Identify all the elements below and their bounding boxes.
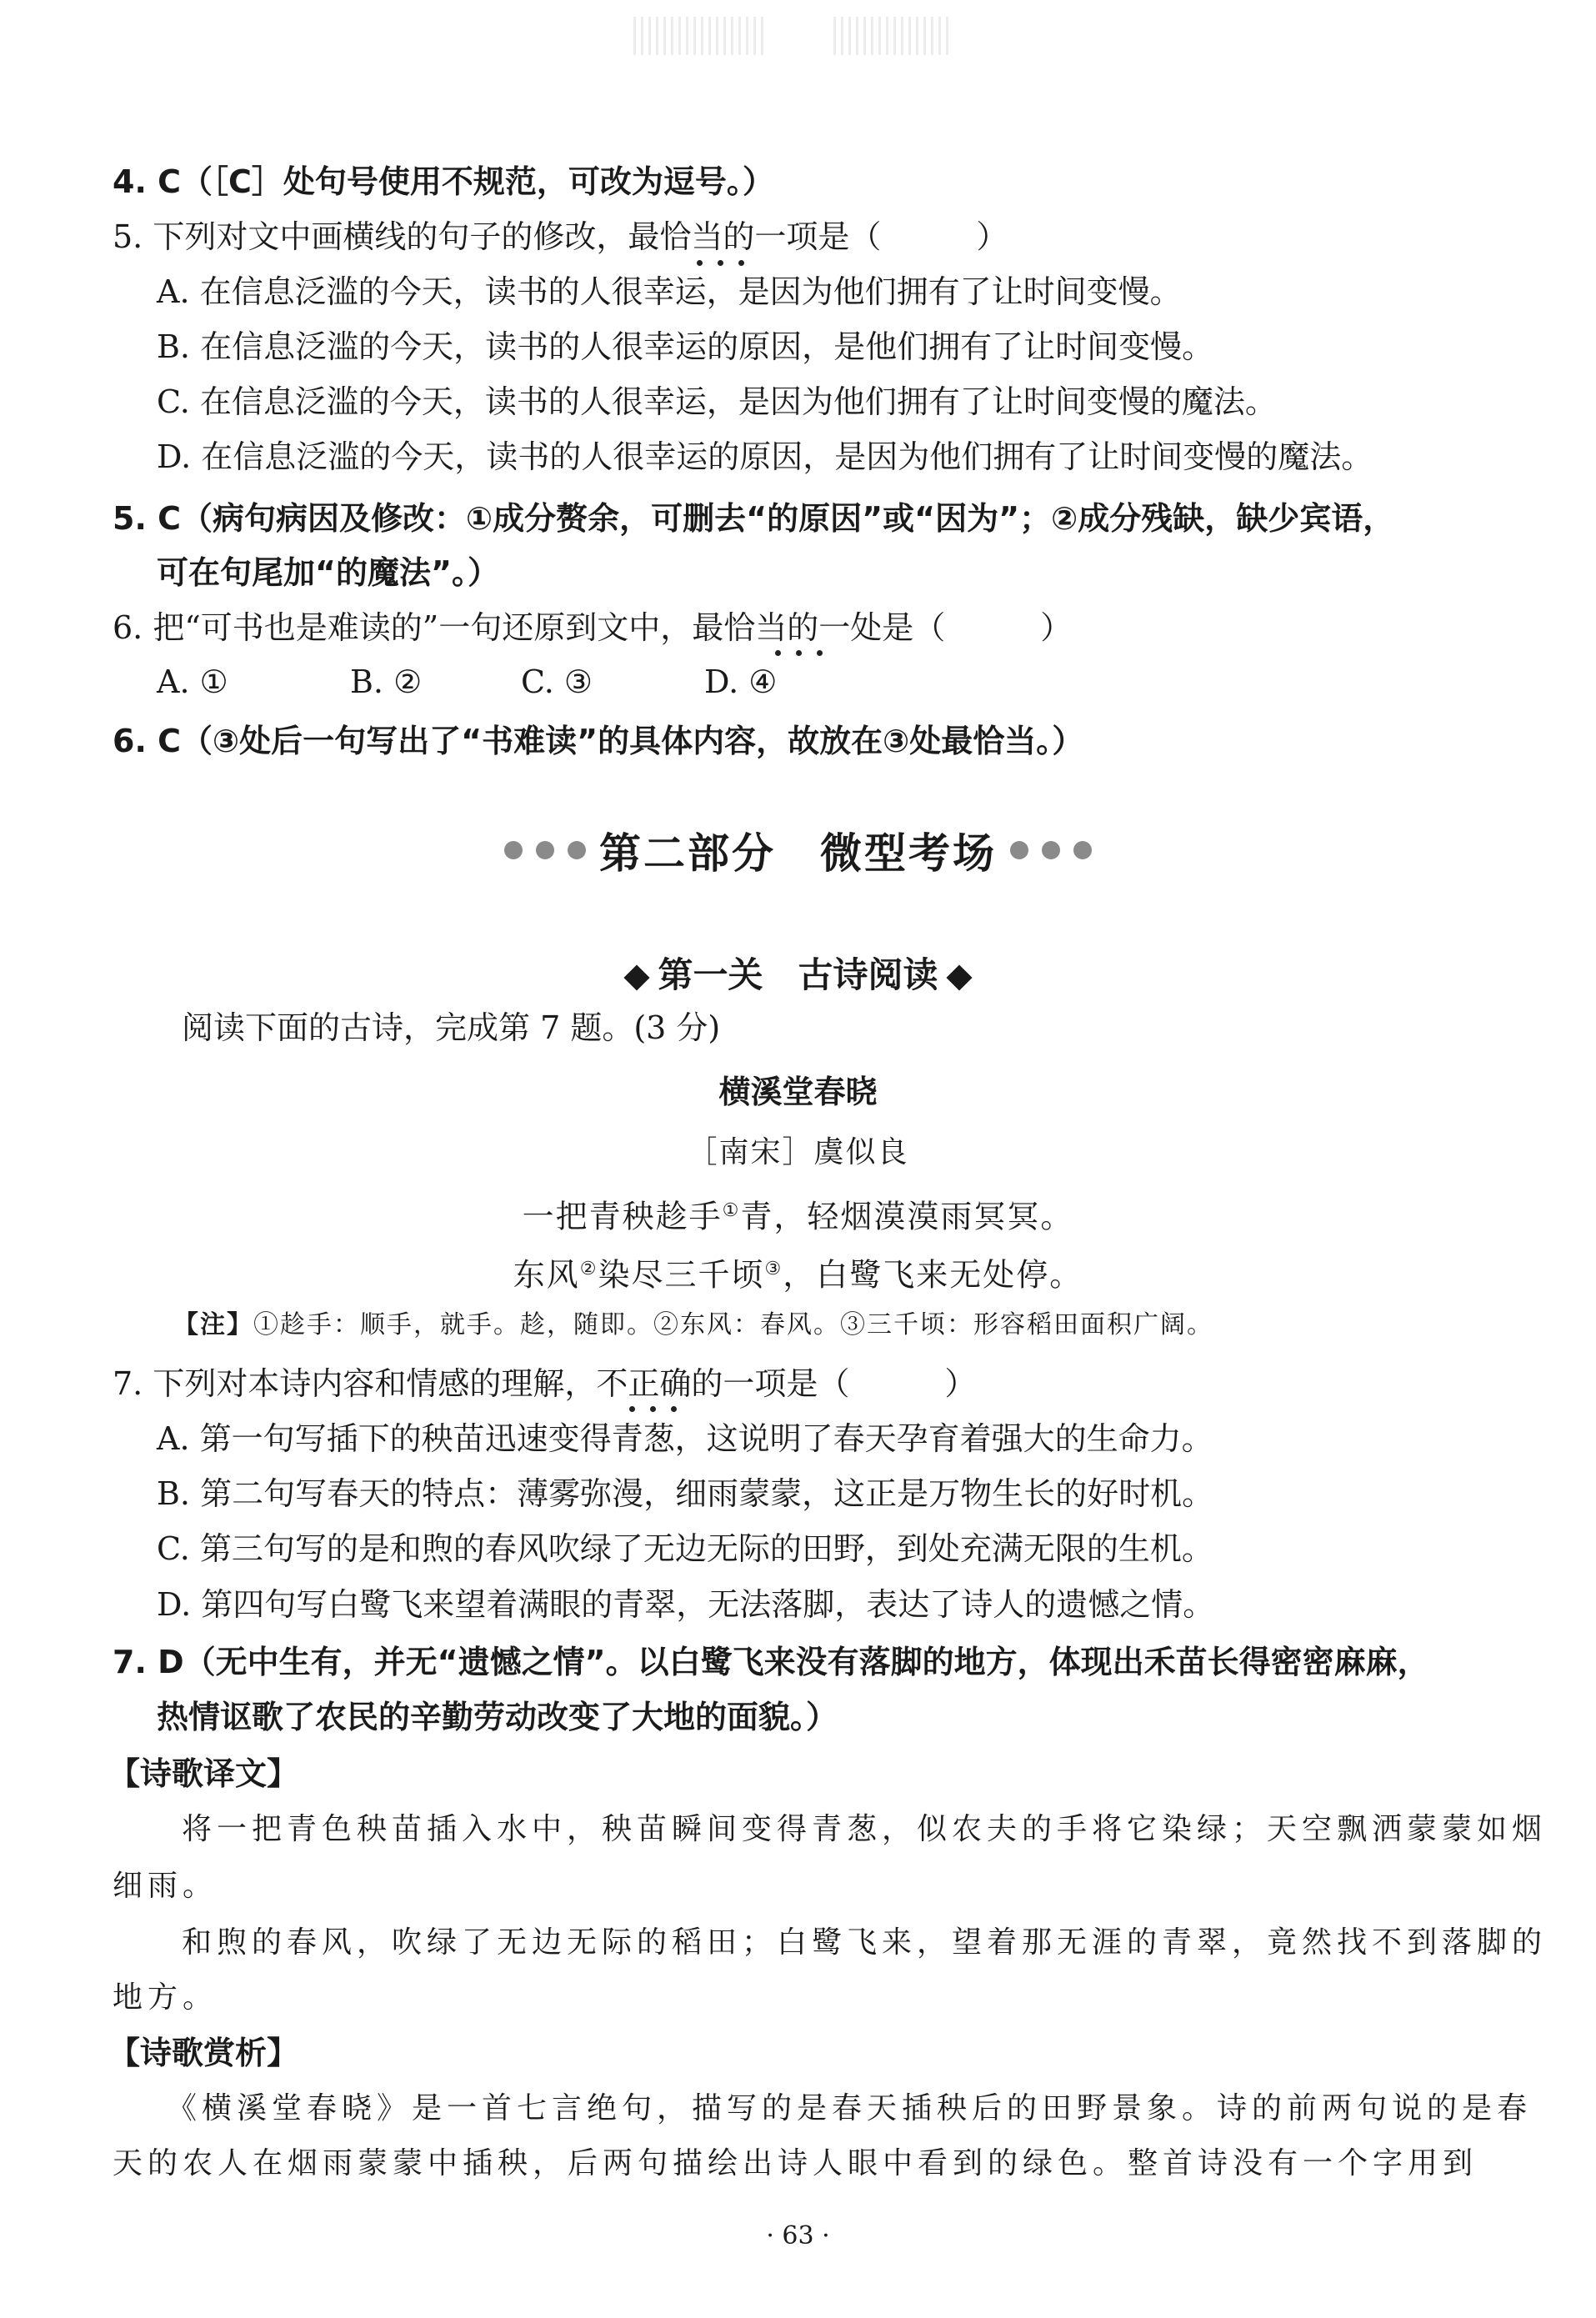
q5-answer-line1: 5. C（病句病因及修改：①成分赘余，可删去“的原因”或“因为”；②成分残缺，缺少宾语， [113, 500, 1395, 537]
q7-answer-line1: 7. D（无中生有，并无“遗憾之情”。以白鹭飞来没有落脚的地方，体现出禾苗长得密密麻麻， [113, 1644, 1429, 1680]
poem-line-1 [0, 1188, 1596, 1240]
poem-line-2 [0, 1246, 1596, 1299]
translation-p1-line1: 将一把青色秧苗插入水中，秧苗瞬间变得青葱，似农夫的手将它染绿；天空飘洒蒙蒙如烟 [182, 1812, 1548, 1846]
poem-title: 横溪堂春晓 [718, 1074, 878, 1110]
emphasis-dots [697, 260, 744, 266]
diamond-icon [946, 964, 972, 990]
q7-option-b: B. 第二句写春天的特点：薄雾弥漫，细雨蒙蒙，这正是万物生长的好时机。 [157, 1475, 1214, 1512]
q5-stem: 5. 下列对文中画横线的句子的修改，最恰当的一项是（ ） [113, 218, 1008, 255]
q7-option-d: D. 第四句写白鹭飞来望着满眼的青翠，无法落脚，表达了诗人的遗憾之情。 [157, 1586, 1215, 1623]
decor-dot [1010, 841, 1028, 859]
note-label: 【注】 [173, 1310, 253, 1339]
footnote-marker: ① [722, 1200, 741, 1221]
poem-line-2-part: ，白鹭飞来无处停。 [783, 1256, 1083, 1294]
decor-dot [568, 841, 586, 859]
q5-option-c: C. 在信息泛滥的今天，读书的人很幸运，是因为他们拥有了让时间变慢的魔法。 [157, 383, 1277, 420]
q6-option-a: A. ① [157, 663, 228, 700]
q7-option-a: A. 第一句写插下的秧苗迅速变得青葱，这说明了春天孕育着强大的生命力。 [157, 1420, 1213, 1457]
poem-line-2-part: 东风 [513, 1256, 580, 1294]
poem-author: ［南宋］虞似良 [687, 1135, 909, 1169]
subsection-title-text: 第一关 古诗阅读 [658, 954, 938, 995]
scan-noise [633, 17, 767, 55]
decor-dot [504, 841, 523, 859]
section-title-text: 第二部分 微型考场 [599, 829, 997, 878]
translation-heading: 【诗歌译文】 [108, 1755, 299, 1792]
q6-option-c: C. ③ [521, 663, 593, 700]
q7-answer-line2: 热情讴歌了农民的辛勤劳动改变了大地的面貌。） [157, 1699, 838, 1735]
translation-p2-line2: 地方。 [113, 1980, 218, 2015]
q4-answer: 4. C（［C］处句号使用不规范，可改为逗号。） [113, 163, 774, 200]
decor-dot [1073, 841, 1092, 859]
q6-option-d: D. ④ [704, 663, 778, 700]
note-text: ①趁手：顺手，就手。趁，随即。②东风：春风。③三千顷：形容稻田面积广阔。 [253, 1310, 1213, 1339]
translation-p1-line2: 细雨。 [113, 1869, 218, 1903]
q5-option-a: A. 在信息泛滥的今天，读书的人很幸运，是因为他们拥有了让时间变慢。 [157, 273, 1182, 310]
q5-option-d: D. 在信息泛滥的今天，读书的人很幸运的原因，是因为他们拥有了让时间变慢的魔法。 [157, 438, 1373, 475]
q7-option-c: C. 第三句写的是和煦的春风吹绿了无边无际的田野，到处充满无限的生机。 [157, 1530, 1213, 1567]
footnote-marker: ③ [764, 1259, 783, 1279]
subsection-title [0, 950, 1596, 1000]
appreciation-line1: 《横溪堂春晓》是一首七言绝句，描写的是春天插秧后的田野景象。诗的前两句说的是春 [167, 2091, 1533, 2125]
poem-note [173, 1304, 1213, 1346]
poem-line-1-part: 一把青秧趁手 [522, 1198, 723, 1235]
translation-p2-line1: 和煦的春风，吹绿了无边无际的稻田；白鹭飞来，望着那无涯的青翠，竟然找不到落脚的 [182, 1925, 1548, 1960]
footnote-marker: ② [579, 1259, 598, 1279]
q6-answer: 6. C（③处后一句写出了“书难读”的具体内容，故放在③处最恰当。） [113, 723, 1084, 759]
q7-stem: 7. 下列对本诗内容和情感的理解，不正确的一项是（ ） [113, 1365, 977, 1402]
q5-answer-line2: 可在句尾加“的魔法”。） [157, 554, 499, 591]
poem-line-1-part: 青，轻烟漠漠雨冥冥。 [740, 1198, 1074, 1235]
appreciation-line2: 天的农人在烟雨蒙蒙中插秧，后两句描绘出诗人眼中看到的绿色。整首诗没有一个字用到 [113, 2146, 1478, 2180]
instruction: 阅读下面的古诗，完成第 7 题。(3 分) [182, 1009, 721, 1046]
page-number: · 63 · [766, 2221, 830, 2250]
emphasis-dots [629, 1406, 677, 1412]
section-title [0, 821, 1596, 879]
q5-option-b: B. 在信息泛滥的今天，读书的人很幸运的原因，是他们拥有了让时间变慢。 [157, 328, 1214, 365]
q6-option-b: B. ② [350, 663, 423, 700]
q6-stem: 6. 把“可书也是难读的”一句还原到文中，最恰当的一处是（ ） [113, 609, 1073, 646]
poem-line-2-part: 染尽三千顷 [598, 1256, 765, 1294]
diamond-icon [624, 964, 650, 990]
appreciation-heading: 【诗歌赏析】 [108, 2035, 299, 2071]
emphasis-dots [775, 650, 823, 656]
scan-noise [833, 17, 950, 55]
decor-dot [1042, 841, 1060, 859]
decor-dot [536, 841, 554, 859]
